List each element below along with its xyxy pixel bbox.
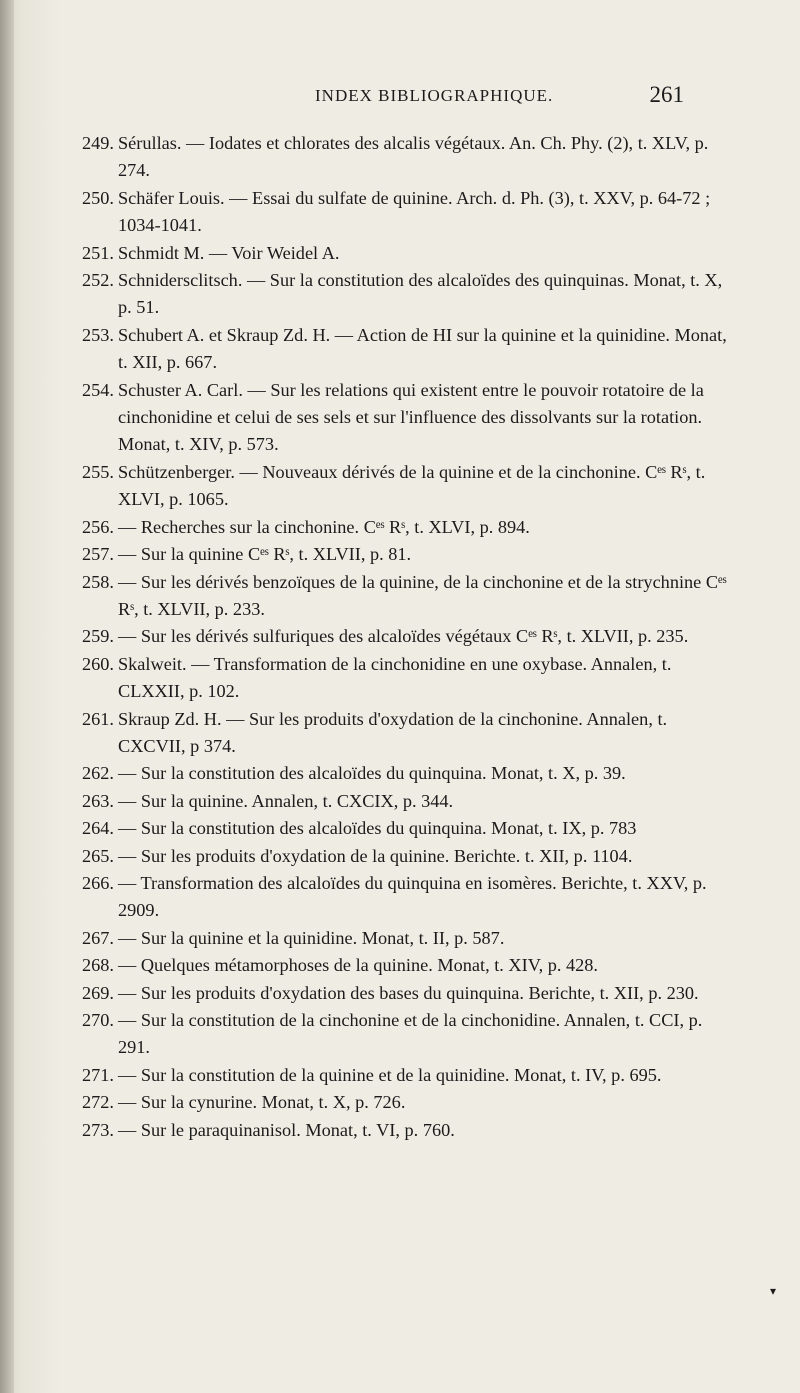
entry-number: 258. xyxy=(82,571,114,592)
entry-text: — Sur les produits d'oxydation de la quinine. Berichte. t. XII, p. 1104. xyxy=(118,845,633,866)
entry-number: 260. xyxy=(82,653,114,674)
entry-text: — Sur le paraquinanisol. Monat, t. VI, p. 760. xyxy=(118,1119,455,1140)
bibliography-entry xyxy=(82,706,732,761)
entry-text: — Sur les dérivés benzoïques de la quinine, de la cinchonine et de la strychnine Cᵉˢ Rˢ, t. XLVII, p. 233. xyxy=(118,571,727,619)
margin-mark: ▾ xyxy=(769,1284,776,1298)
bibliography-entry xyxy=(82,514,732,541)
entry-number: 250. xyxy=(82,187,114,208)
bibliography-entry xyxy=(82,1089,732,1116)
bibliography-entry xyxy=(82,459,732,514)
entry-text: Sérullas. — Iodates et chlorates des alcalis végétaux. An. Ch. Phy. (2), t. XLV, p. 274. xyxy=(118,133,709,181)
entry-text: — Sur la constitution des alcaloïdes du quinquina. Monat, t. IX, p. 783 xyxy=(118,818,637,839)
entry-number: 270. xyxy=(82,1010,114,1030)
entry-text: — Sur les produits d'oxydation des bases du quinquina. Berichte, t. XII, p. 230. xyxy=(118,982,699,1003)
entry-text: — Sur la cynurine. Monat, t. X, p. 726. xyxy=(118,1092,406,1113)
bibliography-entry xyxy=(82,952,732,979)
entry-number: 268. xyxy=(82,955,114,976)
entry-number: 266. xyxy=(82,872,114,893)
entry-number: 257. xyxy=(82,544,114,565)
entry-number: 267. xyxy=(82,927,114,948)
entry-text: Schäfer Louis. — Essai du sulfate de quinine. Arch. d. Ph. (3), t. XXV, p. 64-72 ; 1034-1041. xyxy=(118,187,711,236)
bibliography-entry xyxy=(82,760,732,787)
entry-number: 272. xyxy=(82,1092,114,1113)
bibliography-entry xyxy=(82,185,732,240)
bibliography-entry xyxy=(82,377,732,459)
entry-number: 254. xyxy=(82,379,114,400)
entry-number: 255. xyxy=(82,461,114,482)
bibliography-entry xyxy=(82,1117,732,1144)
entry-text: Schubert A. et Skraup Zd. H. — Action de HI sur la quinine et la quinidine. Monat, t. XII, p. 667. xyxy=(118,324,727,373)
bibliography-entry xyxy=(82,240,732,267)
bibliography-entry xyxy=(82,651,732,706)
entry-number: 253. xyxy=(82,324,114,345)
entry-number: 269. xyxy=(82,982,114,1003)
entry-number: 256. xyxy=(82,516,114,537)
entry-number: 261. xyxy=(82,708,114,729)
entry-text: — Sur la constitution des alcaloïdes du quinquina. Monat, t. X, p. 39. xyxy=(118,763,626,784)
entry-text: — Quelques métamorphoses de la quinine. Monat, t. XIV, p. 428. xyxy=(118,955,598,976)
bibliography-entry xyxy=(82,322,732,377)
entry-number: 251. xyxy=(82,242,114,263)
book-spine xyxy=(0,0,14,1393)
entry-number: 263. xyxy=(82,790,114,811)
entry-number: 259. xyxy=(82,626,114,647)
entry-text: Schnidersclitsch. — Sur la constitution des alcaloïdes des quinquinas. Monat, t. X, p. 51. xyxy=(118,270,723,318)
bibliography-entry xyxy=(82,815,732,842)
bibliography-entry xyxy=(82,870,732,925)
bibliography-entry xyxy=(82,925,732,952)
page-number: 261 xyxy=(649,82,684,107)
bibliography-entry xyxy=(82,623,732,650)
entry-text: — Sur les dérivés sulfuriques des alcaloïdes végétaux Cᵉˢ Rˢ, t. XLVII, p. 235. xyxy=(118,626,689,647)
bibliography-list xyxy=(82,130,732,1144)
entry-text: Skraup Zd. H. — Sur les produits d'oxydation de la cinchonine. Annalen, t. CXCVII, p 374. xyxy=(118,708,668,756)
running-title: INDEX BIBLIOGRAPHIQUE. xyxy=(315,86,554,105)
entry-text: Schützenberger. — Nouveaux dérivés de la quinine et de la cinchonine. Cᵉˢ Rˢ, t. XLVI, p. 1065. xyxy=(118,461,706,510)
page-header xyxy=(0,82,800,116)
entry-text: Schuster A. Carl. — Sur les relations qui existent entre le pouvoir rotatoire de la cinchonidine et celui de ses sels et sur l'influence des dissolvants sur la rotation. Monat, t. XIV, p. 573. xyxy=(118,379,704,455)
entry-text: — Sur la quinine. Annalen, t. CXCIX, p. 344. xyxy=(118,790,454,811)
entry-number: 262. xyxy=(82,763,114,784)
entry-number: 265. xyxy=(82,845,114,866)
entry-text: — Sur la quinine et la quinidine. Monat, t. II, p. 587. xyxy=(118,927,505,948)
entry-number: 271. xyxy=(82,1064,114,1085)
entry-number: 249. xyxy=(82,133,114,153)
entry-text: — Sur la constitution de la quinine et de la quinidine. Monat, t. IV, p. 695. xyxy=(118,1064,662,1085)
entry-number: 264. xyxy=(82,818,114,839)
bibliography-entry xyxy=(82,843,732,870)
bibliography-entry xyxy=(82,1062,732,1089)
entry-text: Schmidt M. — Voir Weidel A. xyxy=(118,242,340,263)
entry-number: 252. xyxy=(82,270,114,291)
entry-text: — Sur la constitution de la cinchonine et de la cinchonidine. Annalen, t. CCI, p. 291. xyxy=(118,1010,703,1058)
bibliography-entry xyxy=(82,569,732,624)
bibliography-entry xyxy=(82,541,732,568)
bibliography-entry xyxy=(82,788,732,815)
bibliography-entry xyxy=(82,130,732,185)
bibliography-entry xyxy=(82,1007,732,1062)
entry-text: — Sur la quinine Cᵉˢ Rˢ, t. XLVII, p. 81. xyxy=(118,544,412,565)
entry-text: — Recherches sur la cinchonine. Cᵉˢ Rˢ, t. XLVI, p. 894. xyxy=(118,516,530,537)
entry-number: 273. xyxy=(82,1119,114,1140)
entry-text: Skalweit. — Transformation de la cinchonidine en une oxybase. Annalen, t. CLXXII, p. 102. xyxy=(118,653,672,702)
bibliography-entry xyxy=(82,980,732,1007)
bibliography-entry xyxy=(82,267,732,322)
entry-text: — Transformation des alcaloïdes du quinquina en isomères. Berichte, t. XXV, p. 2909. xyxy=(118,872,707,921)
